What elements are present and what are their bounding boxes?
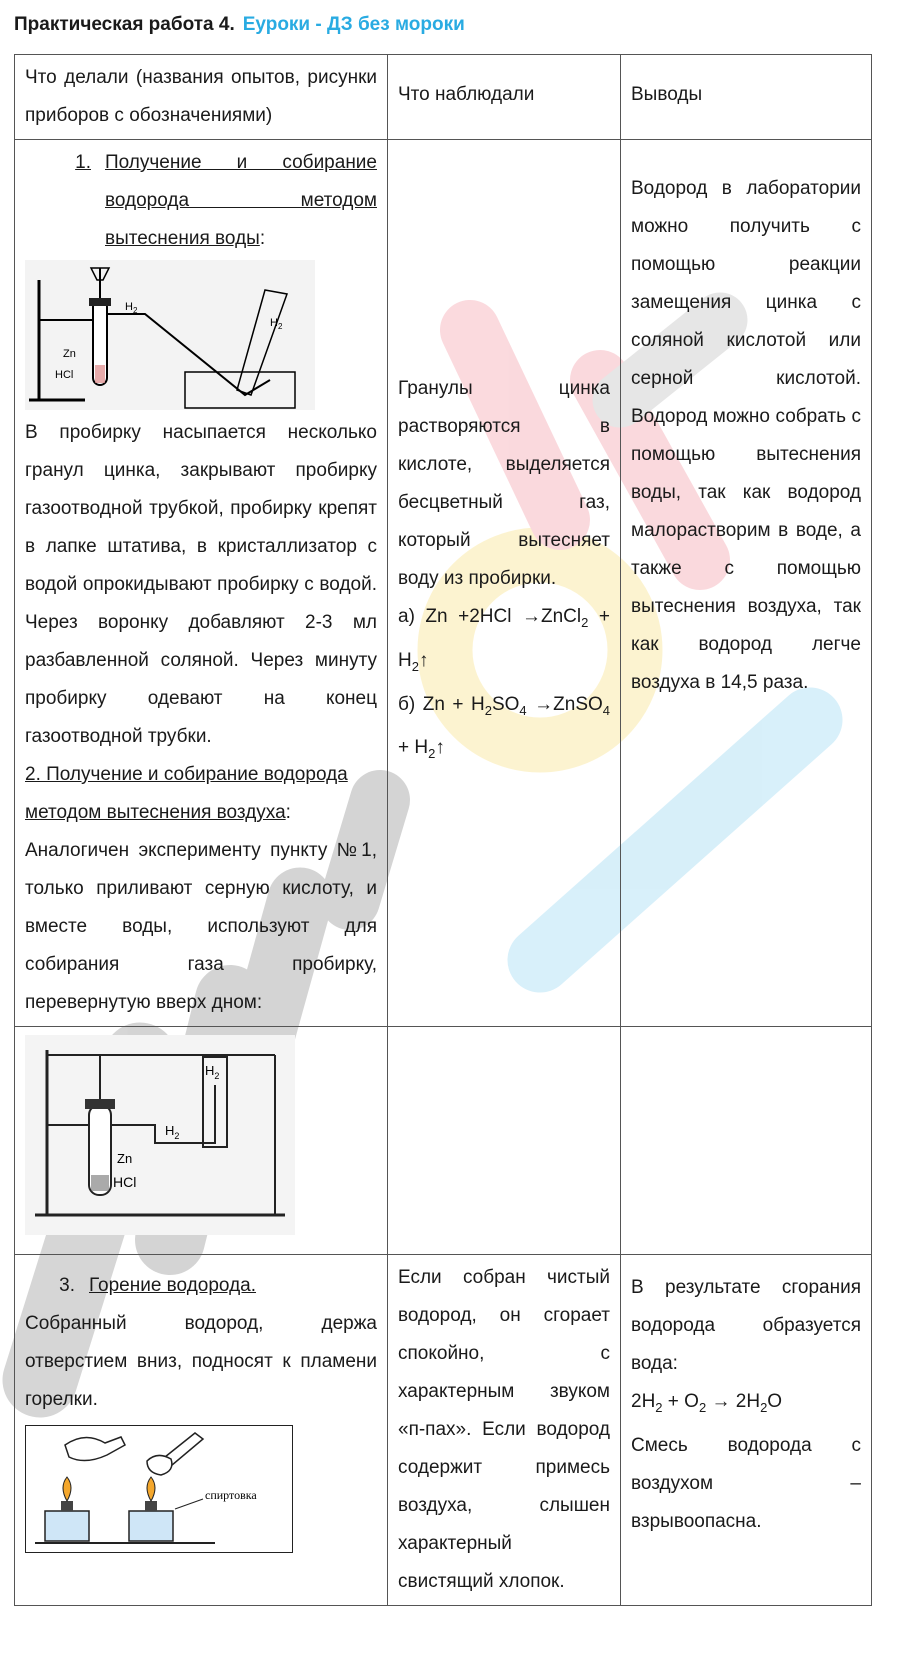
label-hcl: HCl <box>113 1174 137 1190</box>
table-row <box>15 1027 872 1255</box>
cell-conclusion-3 <box>621 1255 872 1606</box>
hydrogen-water-displacement-figure <box>25 260 315 410</box>
equation-a: а) Zn +2HCl →ZnCl$_2$ + $H_2↑$ <box>398 606 610 674</box>
conclusion-3-text-2: Смесь водорода с воздухом – взрывоопасна. <box>631 1434 861 1532</box>
equation-b: б) $Zn + H_2SO_4$ →ZnSO$_4$ + $H_2↑$ <box>398 693 611 762</box>
cell-observed-2 <box>388 1027 621 1255</box>
brand-link[interactable]: Еуроки - ДЗ без мороки <box>242 14 465 35</box>
col-header-what-done: Что делали (названия опытов, рисунки приборов с обозначениями) <box>15 55 388 140</box>
item-2-heading <box>25 756 377 832</box>
label-spirit-lamp: спиртовка <box>205 1488 257 1502</box>
col-header-conclusions: Выводы <box>621 55 872 140</box>
results-table <box>14 54 872 1606</box>
page-title: Практическая работа 4. <box>14 14 235 35</box>
item-1-colon: : <box>259 228 266 249</box>
procedure-text: В пробирку насыпается несколько гранул цинка, закрывают пробирку газоотводной трубкой, пробирку крепят в лапке штатива, в кристаллизатор с водой опрокидывают пробирку с водой. Через воронку добавляют 2-3 мл разбавленной соляной. Через минуту пробирку одевают на конец газоотводной трубки. <box>25 422 377 747</box>
cell-observed-3: Если собран чистый водород, он сгорает спокойно, с характерным звуком «п-пах». Если водород содержит примесь воздуха, слышен характерный свистящий хлопок. <box>388 1255 621 1606</box>
item-3-title: Горение водорода. <box>89 1275 257 1296</box>
label-zn: Zn <box>117 1151 133 1166</box>
item-3-text: Собранный водород, держа отверстием вниз, подносят к пламени горелки. <box>25 1313 377 1410</box>
item-2-text: Аналогичен эксперименту пункту №1, только приливают серную кислоту, и вместе воды, используют для собирания газа пробирку, перевернутую вверх дном: <box>25 840 377 1013</box>
col-header-observed: Что наблюдали <box>388 55 621 140</box>
observed-text: Гранулы цинка растворяются в кислоте, выделяется бесцветный газ, который вытесняет воду из пробирки. <box>398 378 610 589</box>
cell-conclusion-1: Водород в лаборатории можно получить с помощью реакции замещения цинка с соляной кислотой или серной кислотой. Водород можно собрать с помощью вытеснения воды, так как водород малорастворим в воде, а также с помощью вытеснения воздуха, так как водород легче воздуха в 14,5 раза. <box>621 140 872 1027</box>
item-1-title: Получение и собирание водорода методом вытеснения воды <box>105 152 377 249</box>
item-2-colon: : <box>285 802 291 823</box>
label-h2-upper: $H_2$ <box>205 1063 220 1081</box>
hydrogen-combustion-figure <box>25 1425 293 1553</box>
item-1-number: 1. <box>75 152 91 173</box>
conclusion-3-text: В результате сгорания водорода образуется вода: <box>631 1277 861 1374</box>
label-h2-tube: $H_2$ <box>165 1123 180 1141</box>
cell-what-done-3 <box>15 1255 388 1606</box>
cell-observed-1 <box>388 140 621 1027</box>
page-header <box>14 14 465 36</box>
table-header-row <box>15 55 872 140</box>
combustion-equation: $2H_2 + O_2 \to 2H_2O$ <box>631 1391 783 1415</box>
item-3-number: 3. <box>59 1275 75 1296</box>
hydrogen-air-displacement-figure <box>25 1035 295 1235</box>
cell-conclusion-2 <box>621 1027 872 1255</box>
item-3-heading <box>25 1259 377 1305</box>
item-2-title: 2. Получение и собирание водорода методом вытеснения воздуха <box>25 764 348 823</box>
cell-what-done-1 <box>15 140 388 1027</box>
table-row <box>15 140 872 1027</box>
label-h2-tube: $H_2$ <box>125 301 138 315</box>
table-row <box>15 1255 872 1606</box>
label-hcl: HCl <box>55 369 74 381</box>
label-zn: Zn <box>63 348 76 360</box>
item-1-heading <box>25 144 377 258</box>
label-h2-cylinder: $H_2$ <box>270 317 283 331</box>
cell-figure-2 <box>15 1027 388 1255</box>
